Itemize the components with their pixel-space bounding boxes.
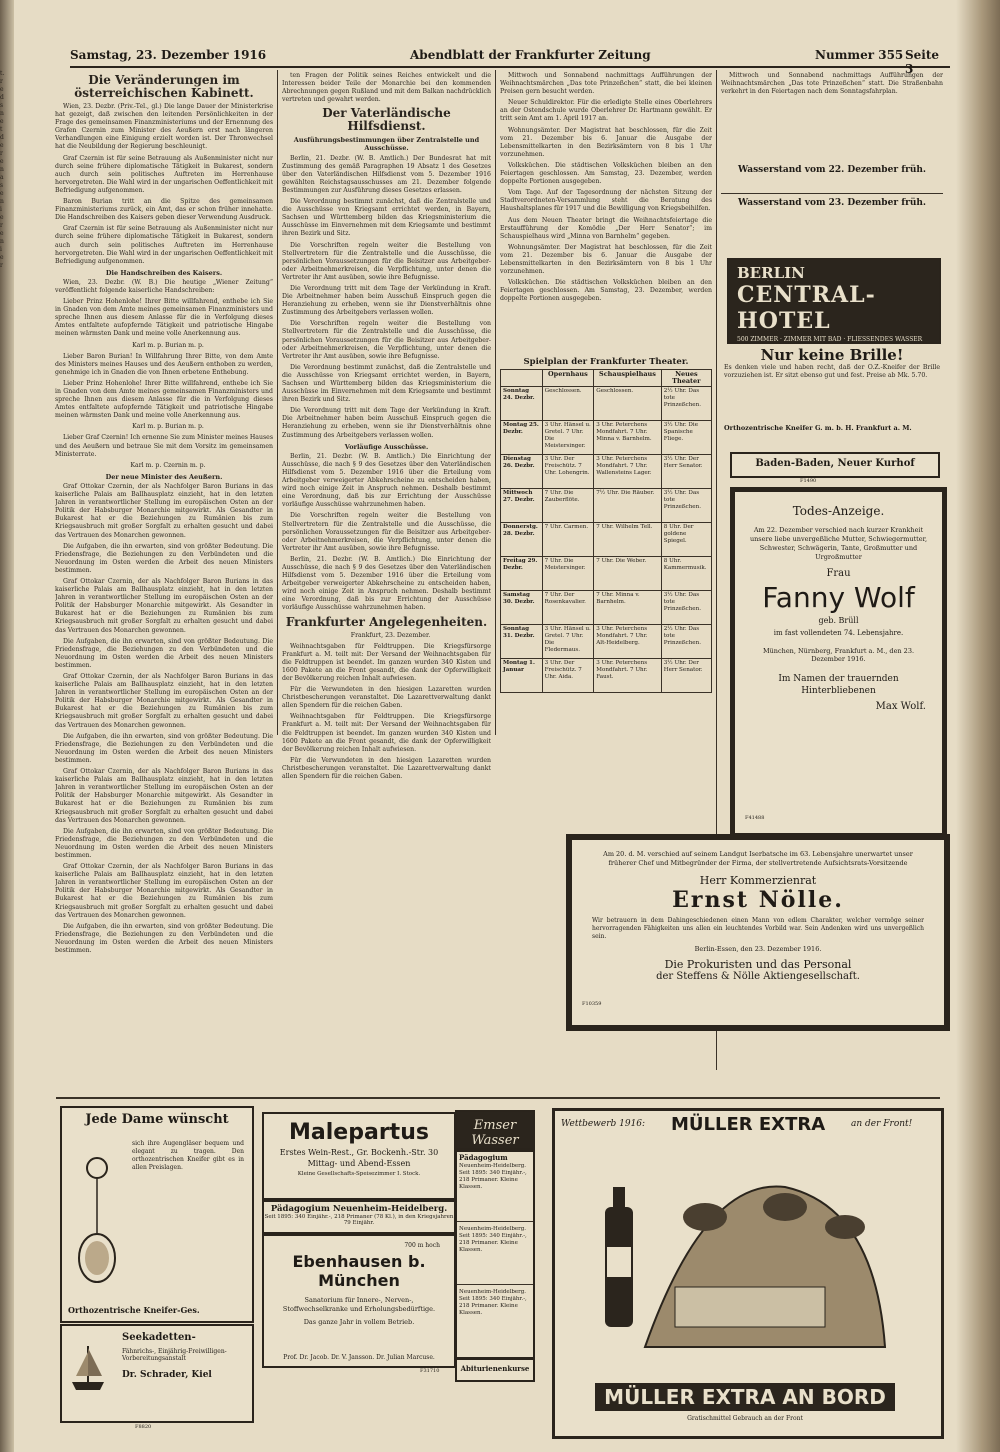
death-notice-wolf <box>730 487 947 838</box>
paragraph: Graf Ottokar Czernin, der als Nachfolger Baron Burians in das kaiserliche Palais am Ballhausplatz einzieht, hat in den letzten Jahren in verantwortlicher Stellung im europäischen Osten an der Politik der Habsburger Monarchie mitgewirkt. Als Gesandter in Bukarest hat er die Beziehungen zu Rumänien bis zum Kriegsausbruch mit großer Sorgfalt zu erhalten gesucht und dabei das Vertrauen des Monarchen gewonnen. <box>55 482 273 539</box>
theater-title: Spielplan der Frankfurter Theater. <box>523 357 689 367</box>
seekadetten-ad <box>60 1324 254 1423</box>
theater-day-cell: Samstag 30. Dezbr. <box>501 591 543 625</box>
theater-play-cell: 3 Uhr. Der Freischütz. 7 Uhr. Aida. <box>542 659 594 693</box>
see-name: Dr. Schrader, Kiel <box>122 1370 212 1380</box>
paragraph: Volksküchen. Die städtischen Volksküchen bleiben an den Feiertagen geschlossen. Am Samstag, 23. Dezember, werden doppelte Portionen ausgegeben. <box>500 279 712 303</box>
column-1 <box>55 72 273 1212</box>
theater-play-cell: 3½ Uhr. Die Spanische Fliege. <box>661 421 711 455</box>
theater-play-cell: 3 Uhr. Peterchens Mondfahrt. 7 Uhr. Wallensteins Lager. <box>594 455 662 489</box>
header-number: Nummer 355 <box>815 48 904 62</box>
divider <box>56 1097 940 1099</box>
theater-play-cell: 7½ Uhr. Die Räuber. <box>594 489 662 523</box>
paragraph: Die Verordnung bestimmt zunächst, daß die Zentralstelle und die Ausschüsse von Kriegsamt errichtet werden, in Bayern, Sachsen und Württemberg bilden das Kriegsministerium die Ausschüsse im Einvernehmen mit dem Kriegsamte und bestimmt ihren Bezirk und Sitz. <box>282 198 491 238</box>
abitur-ad <box>455 1358 535 1382</box>
theater-row <box>501 659 712 693</box>
theater-play-cell: Geschlossen. <box>542 387 594 421</box>
theater-play-cell: 7 Uhr. Der Rosenkavalier. <box>542 591 594 625</box>
theater-table <box>500 369 712 693</box>
paragraph: Für die Verwundeten in den hiesigen Lazaretten wurden Christbescherungen veranstaltet. Die Lazarettverwaltung dankt allen Spendern für die reichen Gaben. <box>282 756 491 781</box>
paragraph: Graf Ottokar Czernin, der als Nachfolger Baron Burians in das kaiserliche Palais am Ballhausplatz einzieht, hat in den letzten Jahren in verantwortlicher Stellung im europäischen Osten an der Politik der Habsburger Monarchie mitgewirkt. Als Gesandter in Bukarest hat er die Beziehungen zu Rumänien bis zum Kriegsausbruch mit großer Sorgfalt zu erhalten gesucht und dabei das Vertrauen des Monarchen gewonnen. <box>55 863 273 919</box>
divider <box>457 1284 533 1285</box>
paragraph: Für die Verwundeten in den hiesigen Lazaretten wurden Christbescherungen veranstaltet. Die Lazarettverwaltung dankt allen Spendern für die reichen Gaben. <box>282 686 491 710</box>
theater-row <box>501 591 712 625</box>
emser-ad <box>455 1110 535 1150</box>
paragraph: Berlin, 21. Dezbr. (W. B. Amtlich.) Die Einrichtung der Ausschüsse, die nach § 9 des Gesetzes über den Vaterländischen Hilfsdienst vom 5. Dezember 1916 über die Erteilung vom Arbeitgeber verweigerter Abkehrscheine zu entscheiden haben, wird noch einige Zeit in Anspruch nehmen. Deshalb bestimmt eine Verordnung, daß bis zur Errichtung der Ausschüsse vorläufige Ausschüsse wahrzunehmen haben. <box>282 452 491 509</box>
paragraph: ten Fragen der Politik seines Reiches entwickelt und die Interessen beider Teile der Monarchie bei den kommenden Abrechnungen gegen Rußland und mit dem Balkan nachdrücklich vertreten und gewahrt werden. <box>282 72 491 104</box>
paragraph: Die Aufgaben, die ihn erwarten, sind von größter Bedeutung. Die Friedensfrage, die Beziehungen zu den Verbündeten und die Neuordnung im Osten werden die Arbeit des neuen Ministers bestimmen. <box>55 732 273 764</box>
theater-play-cell: 7 Uhr. Minna v. Barnhelm. <box>594 591 662 625</box>
hotel-ad <box>727 258 941 344</box>
paragraph: Graf Czernin ist für seine Betrauung als Außenminister nicht nur durch seine frühere diplomatische Tätigkeit in Bukarest, sondern auch durch sein politisches Auftreten im Herrenhause hervorgetreten. Die Wahl wird in der ungarischen Oeffentlichkeit mit Befriedigung aufgenommen. <box>55 154 273 194</box>
ad-code: F41488 <box>745 815 765 821</box>
theater-play-cell: 8 Uhr. Der goldene Spiegel. <box>661 523 711 557</box>
column-rule <box>277 70 278 735</box>
dame-ad <box>60 1106 254 1323</box>
paed-title: Pädagogium Neuenheim-Heidelberg. <box>270 1204 448 1214</box>
paragraph: Vom Tage. Auf der Tagesordnung der nächsten Sitzung der Stadtverordneten-Versammlung steht die Beratung des Haushaltsplanes für 1917 und die Bewilligung von Kriegsbeihilfen. <box>500 189 712 213</box>
notice-behalf: Im Namen der trauernden Hinterbliebenen <box>778 674 899 696</box>
paragraph: Wien, 23. Dezbr. (Priv.-Tel., gl.) Die lange Dauer der Ministerkrise hat gezeigt, daß zwischen den leitenden Persönlichkeiten in der Frage des gemeinsamen Finanzministeriums und der Ernennung des Grafen Czernin zum Minister des Aeußern erst nach längeren Verhandlungen eine Einigung erzielt worden ist. Der Thronwechsel hat die Neubildung der Regierung beschleunigt. <box>55 103 273 151</box>
dame-text: sich ihre Augengläser bequem und elegant zu tragen. Den orthozentrischen Kneifer gibt es in allen Preislagen. <box>132 1140 244 1171</box>
paragraph: Lieber Graf Czernin! Ich ernenne Sie zum Minister meines Hauses und des Aeußern und betraue Sie mit dem Vorsitz im gemeinsamen Ministerrate. <box>55 434 273 458</box>
theater-header-cell: Schauspielhaus <box>594 370 662 387</box>
malepartus-sub3: Kleine Gesellschafts-Speisezimmer I. Stock. <box>297 1171 421 1177</box>
see-title: Seekadetten- <box>122 1332 196 1343</box>
noelle-name: Ernst Nölle. <box>672 887 844 913</box>
notice-title: Todes-Anzeige. <box>792 504 885 518</box>
brille-ad <box>724 346 940 444</box>
theater-play-cell: 7 Uhr. Carmen. <box>542 523 594 557</box>
ad-code: F31710 <box>420 1368 440 1374</box>
paragraph: Wohnungsämter. Der Magistrat hat beschlossen, für die Zeit vom 21. Dezember bis 6. Januar die Ausgabe der Lebensmittelkarten in den Bezirksämtern von 8 bis 1 Uhr vorzunehmen. <box>500 243 712 276</box>
hotel-name: CENTRAL-HOTEL <box>737 282 876 334</box>
theater-play-cell: 7 Uhr. Die Zauberflöte. <box>542 489 594 523</box>
paragraph: Die Aufgaben, die ihn erwarten, sind von größter Bedeutung. Die Friedensfrage, die Beziehungen zu den Verbündeten und die Neuordnung im Osten werden die Arbeit des neuen Ministers bestimmen. <box>55 922 273 954</box>
theater-header-cell: Opernhaus <box>542 370 594 387</box>
column-rule <box>495 70 496 735</box>
notice-text: Am 22. Dezember verschied nach kurzer Krankheit unsere liebe unvergeßliche Mutter, Schwiegermutter, Schwester, Schwägerin, Tante, Großmutter und Urgroßmutter <box>749 526 928 561</box>
theater-schedule <box>500 354 712 774</box>
paragraph: Neuer Schuldirektor. Für die erledigte Stelle eines Oberlehrers an der Ostendschule wurde Oberlehrer Dr. Hartmann gewählt. Er tritt sein Amt am 1. April 1917 an. <box>500 99 712 123</box>
mueller-bottom: MÜLLER EXTRA AN BORD <box>595 1383 895 1411</box>
notice-frau: Frau <box>826 568 851 579</box>
noelle-intro: Am 20. d. M. verschied auf seinem Landgut Iserbatsche im 63. Lebensjahre unerwartet unser früherer Chef und Mitbegründer der Firma, der stellvertretende Aufsichtsrats-Vorsitzende <box>603 850 913 867</box>
paragraph: Berlin, 21. Dezbr. (W. B. Amtlich.) Die Einrichtung der Ausschüsse, die nach § 9 des Gesetzes über den Vaterländischen Hilfsdienst vom 5. Dezember 1916 über die Erteilung vom Arbeitgeber verweigerter Abkehrscheine zu entscheiden haben, wird noch einige Zeit in Anspruch nehmen. Deshalb bestimmt eine Verordnung, daß bis zur Errichtung der Ausschüsse vorläufige Ausschüsse wahrzunehmen haben. <box>282 555 491 612</box>
theater-day-cell: Mittwoch 27. Dezbr. <box>501 489 543 523</box>
death-notice-noelle <box>566 834 950 1031</box>
theater-row <box>501 489 712 523</box>
paragraph: Mittwoch und Sonnabend nachmittags Aufführungen der Weihnachtsmärchen „Das tote Prinzeßchen“ statt, die bei kleinen Preisen gern besucht werden. <box>500 72 712 96</box>
paragraph: Graf Czernin ist für seine Betrauung als Außenminister nicht nur durch seine frühere diplomatische Tätigkeit in Bukarest, sondern auch durch sein politisches Auftreten im Herrenhause hervorgetreten. Die Wahl wird in der ungarischen Oeffentlichkeit mit Befriedigung aufgenommen. <box>55 225 273 265</box>
eben-text: Sanatorium für Innere-, Nerven-, Stoffwechselkranke und Erholungsbedürftige. <box>282 1296 436 1313</box>
notice-name: Fanny Wolf <box>762 581 915 614</box>
soldiers-illustration-icon <box>585 1147 915 1377</box>
paragraph: Graf Ottokar Czernin, der als Nachfolger Baron Burians in das kaiserliche Palais am Ballhausplatz einzieht, hat in den letzten Jahren in verantwortlicher Stellung im europäischen Osten an der Politik der Habsburger Monarchie mitgewirkt. Als Gesandter in Bukarest hat er die Beziehungen zu Rumänien bis zum Kriegsausbruch mit großer Sorgfalt zu erhalten gesucht und dabei das Vertrauen des Monarchen gewonnen. <box>55 673 273 729</box>
theater-header-cell <box>501 370 543 387</box>
paragraph: Die Vorschriften regeln weiter die Bestellung von Stellvertretern für die Zentralstelle und die Ausschüsse, die persönlichen Voraussetzungen für die Beisitzer aus Arbeitgeber- oder Arbeitnehmerkreisen, die Verpflichtung, unter denen die Vertreter ihr Amt ausüben, sowie ihre Befugnisse. <box>282 241 491 281</box>
theater-day-cell: Donnerstg. 28. Dezbr. <box>501 523 543 557</box>
paragraph: Die Verordnung tritt mit dem Tage der Verkündung in Kraft. Die Arbeitnehmer haben beim Ausschuß Einspruch gegen die Heranziehung zu erheben, wenn sie ihr Dienstverhältnis ohne Zustimmung des Arbeitgebers verlassen wollen. <box>282 284 491 317</box>
theater-row <box>501 421 712 455</box>
theater-play-cell: 7 Uhr. Wilhelm Tell. <box>594 523 662 557</box>
brille-text: Es denken viele und haben recht, daß der O.Z.-Kneifer der Brille vorzuziehen ist. Er sitzt ebenso gut und fest. Preise ab Mk. 5.70. <box>724 364 940 380</box>
column-2 <box>282 72 491 1092</box>
header-page: Seite 3 <box>905 48 940 76</box>
theater-row <box>501 455 712 489</box>
paragraph: Die Verordnung bestimmt zunächst, daß die Zentralstelle und die Ausschüsse von Kriegsamt errichtet werden, in Bayern, Sachsen und Württemberg bilden das Kriegsministerium die Ausschüsse im Einvernehmen mit dem Kriegsamte und bestimmt ihren Bezirk und Sitz. <box>282 363 491 404</box>
article-title: Der Vaterländische Hilfsdienst. <box>322 106 451 134</box>
noelle-sig1: Die Prokuristen und das Personal <box>664 958 852 971</box>
p2-text: Neuenheim-Heidelberg. Seit 1895: 340 Einjähr.-, 218 Primaner. Kleine Klassen. <box>459 1289 527 1316</box>
article-title: Die Veränderungen im österreichischen Kabinett. <box>74 73 254 100</box>
ad-code: F8820 <box>135 1424 152 1430</box>
dateline: Frankfurt, 23. Dezember. <box>350 631 431 639</box>
malepartus-ad <box>262 1112 456 1200</box>
theater-row <box>501 557 712 591</box>
subheading: Vorläufige Ausschüsse. <box>344 442 429 451</box>
paragraph: Graf Ottokar Czernin, der als Nachfolger Baron Burians in das kaiserliche Palais am Ballhausplatz einzieht, hat in den letzten Jahren in verantwortlicher Stellung im europäischen Osten an der Politik der Habsburger Monarchie mitgewirkt. Als Gesandter in Bukarest hat er die Beziehungen zu Rumänien bis zum Kriegsausbruch mit großer Sorgfalt zu erhalten gesucht und dabei das Vertrauen des Monarchen gewonnen. <box>55 768 273 824</box>
dame-title: Jede Dame wünscht <box>85 1112 229 1127</box>
signature: Karl m. p. Burian m. p. <box>132 341 204 349</box>
mueller-front: an der Front! <box>851 1119 913 1129</box>
p2-title: Pädagogium <box>459 1153 508 1162</box>
mueller-extra-ad <box>552 1108 944 1439</box>
notice-signature: Max Wolf. <box>875 701 926 712</box>
signature: Karl m. p. Burian m. p. <box>132 423 204 431</box>
notice-birthname: geb. Brüll <box>818 616 859 625</box>
theater-play-cell: 3½ Uhr. Der Herr Senator. <box>661 455 711 489</box>
paragraph: Die Verordnung tritt mit dem Tage der Verkündung in Kraft. Die Arbeitnehmer haben beim Ausschuß Einspruch gegen die Heranziehung zu erheben, wenn sie ihr Dienstverhältnis ohne Zustimmung des Arbeitgebers verlassen wollen. <box>282 407 491 439</box>
eyeglasses-icon <box>72 1138 122 1288</box>
p2-text: Neuenheim-Heidelberg. Seit 1895: 340 Einjähr.-, 218 Primaner. Kleine Klassen. <box>459 1163 527 1190</box>
theater-play-cell: 3 Uhr. Hänsel u. Gretel. 7 Uhr. Die Meistersinger. <box>542 421 594 455</box>
column-4 <box>721 72 943 162</box>
paragraph: Die Aufgaben, die ihn erwarten, sind von größter Bedeutung. Die Friedensfrage, die Beziehungen zu den Verbündeten und die Neuordnung im Osten werden die Arbeit des neuen Ministers bestimmen. <box>55 542 273 574</box>
paragraph: Weihnachtsgaben für Feldtruppen. Die Kriegsfürsorge Frankfurt a. M. teilt mit: Der Versand der Weihnachtsgaben für die Feldtruppen ist beendet. Im ganzen wurden 340 Kisten und 1600 Pakete an die Front gesandt, die dank der Opferwilligkeit der Bevölkerung reichen Inhalt aufwiesen. <box>282 713 491 753</box>
malepartus-sub: Erstes Wein-Rest., Gr. Bockenh.-Str. 30 <box>279 1148 439 1157</box>
eben-title: Ebenhausen b. München <box>292 1252 426 1290</box>
mueller-name: MÜLLER EXTRA <box>671 1114 826 1135</box>
subheading: Der neue Minister des Aeußern. <box>105 472 223 481</box>
ebenhausen-ad <box>262 1234 456 1368</box>
paragraph: Die Aufgaben, die ihn erwarten, sind von größter Bedeutung. Die Friedensfrage, die Beziehungen zu den Verbündeten und die Neuordnung im Osten werden die Arbeit des neuen Ministers bestimmen. <box>55 637 273 669</box>
notice-age: im fast vollendeten 74. Lebensjahre. <box>773 629 904 637</box>
theater-play-cell: 2½ Uhr. Das tote Prinzeßchen. <box>661 625 711 659</box>
theater-day-cell: Montag 1. Januar <box>501 659 543 693</box>
theater-play-cell: 3 Uhr. Peterchens Mondfahrt. 7 Uhr. Alt-Heidelberg. <box>594 625 662 659</box>
cut-off-column: t. r e d s n e t d e r e n a s e n i e r e n i e r <box>0 70 5 269</box>
page-header <box>70 46 950 76</box>
theater-play-cell: 3½ Uhr. Das tote Prinzeßchen. <box>661 489 711 523</box>
theater-play-cell: Geschlossen. <box>594 387 662 421</box>
dame-firm: Orthozentrische Kneifer-Ges. <box>68 1305 200 1315</box>
paragraph: Aus dem Neuen Theater bringt die Weihnachtsfeiertage die Erstaufführung der Komödie „Der Herr Senator“; im Schauspielhaus wird „Minna von Barnhelm“ gegeben. <box>500 216 712 240</box>
small-ads <box>455 1150 535 1359</box>
theater-play-cell: 3 Uhr. Der Freischütz. 7 Uhr. Lohengrin. <box>542 455 594 489</box>
baden-text: Baden-Baden, Neuer Kurhof <box>755 458 915 469</box>
paragraph: Weihnachtsgaben für Feldtruppen. Die Kriegsfürsorge Frankfurt a. M. teilt mit: Der Versand der Weihnachtsgaben für die Feldtruppen ist beendet. Im ganzen wurden 340 Kisten und 1600 Pakete an die Front gesandt, die dank der Opferwilligkeit der Bevölkerung reichen Inhalt aufwiesen. <box>282 642 491 682</box>
paragraph: Mittwoch und Sonnabend nachmittags Aufführungen der Weihnachtsmärchen „Das tote Prinzeßchen“ statt. Die Straßenbahn verkehrt in den Feiertagen nach dem Sonntagsfahrplan. <box>721 72 943 96</box>
theater-header-cell: Neues Theater <box>661 370 711 387</box>
eben-sub: Das ganze Jahr in vollem Betrieb. <box>303 1318 415 1326</box>
header-masthead: Abendblatt der Frankfurter Zeitung <box>410 48 651 62</box>
paragraph: Volksküchen. Die städtischen Volksküchen bleiben an den Feiertagen geschlossen. Am Samstag, 23. Dezember, werden doppelte Portionen ausgegeben. <box>500 161 712 186</box>
theater-row <box>501 387 712 421</box>
malepartus-sub2: Mittag- und Abend-Essen <box>307 1159 411 1168</box>
signature: Karl m. p. Czernin m. p. <box>130 461 206 469</box>
theater-play-cell: 3 Uhr. Peterchens Mondfahrt. 7 Uhr. Faust. <box>594 659 662 693</box>
hotel-detail: 500 ZIMMER · ZIMMER MIT BAD · FLIESSENDES WASSER <box>737 336 923 343</box>
paragraph: Lieber Prinz Hohenlohe! Ihrer Bitte willfahrend, enthebe ich Sie in Gnaden von dem Amte meines gemeinsamen Finanzministers und spreche Ihnen aus diesem Anlasse für die in Verfolgung dieses Amtes entfaltete aufopfernde Tätigkeit und patriotische Hingabe meinen wärmsten Dank und meine volle Anerkennung aus. <box>55 298 273 338</box>
eben-docs: Prof. Dr. Jacob. Dr. V. Jansson. Dr. Julian Marcuse. <box>283 1354 435 1361</box>
noelle-sig2: der Steffens & Nölle Aktiengesellschaft. <box>656 971 860 982</box>
paragraph: Lieber Prinz Hohenlohe! Ihrer Bitte willfahrend, enthebe ich Sie in Gnaden von dem Amte meines gemeinsamen Finanzministers und spreche Ihnen aus diesem Anlasse für die in Verfolgung dieses Amtes entfaltete aufopfernde Tätigkeit und patriotische Hingabe meinen wärmsten Dank und meine volle Anerkennung aus. <box>55 379 273 420</box>
theater-play-cell: 8 Uhr. Kammermusik. <box>661 557 711 591</box>
ad-code: F10359 <box>582 1001 602 1007</box>
water-level <box>721 165 943 255</box>
paragraph: Wien, 23. Dezbr. (W. B.) Die heutige „Wiener Zeitung“ veröffentlicht folgende kaiserliche Handschreiben: <box>55 278 273 294</box>
theater-play-cell: 2½ Uhr. Das tote Prinzeßchen. <box>661 387 711 421</box>
paragraph: Berlin, 21. Dezbr. (W. B. Amtlich.) Der Bundesrat hat mit Zustimmung des gemäß Paragraphen 19 Absatz 1 des Gesetzes über den Vaterländischen Hilfsdienst vom 5. Dezember 1916 gewählten Reichstagsausschusses am 21. Dezember folgende Bestimmungen zur Ausführung dieses Gesetzes erlassen. <box>282 154 491 194</box>
p2-text: Neuenheim-Heidelberg. Seit 1895: 340 Einjähr.-, 218 Primaner. Kleine Klassen. <box>459 1226 527 1253</box>
theater-play-cell: 7 Uhr. Die Meistersinger. <box>542 557 594 591</box>
brille-title: Nur keine Brille! <box>760 346 904 364</box>
mueller-comp: Wettbewerb 1916: <box>561 1119 646 1129</box>
theater-play-cell: 3½ Uhr. Der Herr Senator. <box>661 659 711 693</box>
ad-code: F1490 <box>800 478 817 484</box>
malepartus-title: Malepartus <box>289 1120 429 1145</box>
theater-day-cell: Freitag 29. Dezbr. <box>501 557 543 591</box>
emser-text: Emser Wasser <box>471 1118 519 1148</box>
paragraph: Graf Ottokar Czernin, der als Nachfolger Baron Burians in das kaiserliche Palais am Ballhausplatz einzieht, hat in den letzten Jahren in verantwortlicher Stellung im europäischen Osten an der Politik der Habsburger Monarchie mitgewirkt. Als Gesandter in Bukarest hat er die Beziehungen zu Rumänien bis zum Kriegsausbruch mit großer Sorgfalt zu erhalten gesucht und dabei das Vertrauen des Monarchen gewonnen. <box>55 577 273 634</box>
noelle-date: Berlin-Essen, den 23. Dezember 1916. <box>694 945 822 953</box>
divider <box>457 1221 533 1222</box>
theater-play-cell: 7 Uhr. Die Weber. <box>594 557 662 591</box>
noelle-text: Wir betrauern in dem Dahingeschiedenen einen Mann von edlem Charakter, welcher vermöge seiner hervorragenden Fähigkeiten uns allen ein leuchtendes Vorbild war. Sein Andenken wird uns unvergeßlich sein. <box>592 917 924 940</box>
theater-play-cell: 3 Uhr. Hänsel u. Gretel. 7 Uhr. Die Fledermaus. <box>542 625 594 659</box>
divider <box>721 193 943 194</box>
theater-row <box>501 523 712 557</box>
paed-text: Seit 1895: 340 Einjähr.-, 218 Primaner (78 Kl.), in den Kriegsjahren 79 Einjähr. <box>264 1214 454 1226</box>
see-text: Fähnrichs-, Einjährig-Freiwilligen-Vorbereitungsanstalt <box>122 1348 227 1362</box>
noelle-title: Herr Kommerzienrat <box>699 874 817 887</box>
subheading: Die Handschreiben des Kaisers. <box>105 268 223 277</box>
theater-day-cell: Sonntag 24. Dezbr. <box>501 387 543 421</box>
water-title: Wasserstand vom 22. Dezember früh. <box>737 165 927 175</box>
eben-alt: 700 m hoch <box>404 1242 440 1249</box>
paragraph: Baron Burian tritt an die Spitze des gemeinsamen Finanzministeriums zurück, ein Amt, das er schon früher innehatte. Die Handschreiben des Kaisers geben dieser Verwendung Ausdruck. <box>55 198 273 222</box>
brille-firm: Orthozentrische Kneifer G. m. b. H. Frankfurt a. M. <box>724 424 912 432</box>
header-date: Samstag, 23. Dezember 1916 <box>70 48 267 62</box>
water-title: Wasserstand vom 23. Dezember früh. <box>737 198 927 208</box>
baden-ad <box>730 452 940 478</box>
theater-day-cell: Montag 25. Dezbr. <box>501 421 543 455</box>
paedagogium-ad <box>262 1200 456 1234</box>
theater-play-cell: 3½ Uhr. Das tote Prinzeßchen. <box>661 591 711 625</box>
mueller-firm: Gratischmittel Gebrauch an der Front <box>687 1415 803 1422</box>
page-edge <box>956 0 1000 1452</box>
theater-play-cell: 3 Uhr. Peterchens Mondfahrt. 7 Uhr. Minna v. Barnhelm. <box>594 421 662 455</box>
paragraph: Die Aufgaben, die ihn erwarten, sind von größter Bedeutung. Die Friedensfrage, die Beziehungen zu den Verbündeten und die Neuordnung im Osten werden die Arbeit des neuen Ministers bestimmen. <box>55 827 273 859</box>
theater-day-cell: Dienstag 26. Dezbr. <box>501 455 543 489</box>
theater-day-cell: Sonntag 31. Dezbr. <box>501 625 543 659</box>
paragraph: Lieber Baron Burian! In Willfahrung Ihrer Bitte, von dem Amte des Ministers meines Hauses und des Aeußern enthoben zu werden, genehmige ich in Gnaden die von Ihnen erbetene Enthebung. <box>55 352 273 376</box>
theater-row <box>501 625 712 659</box>
notice-place: München, Nürnberg, Frankfurt a. M., den 23. Dezember 1916. <box>762 647 915 663</box>
paragraph: Die Vorschriften regeln weiter die Bestellung von Stellvertretern für die Zentralstelle und die Ausschüsse, die persönlichen Voraussetzungen für die Beisitzer aus Arbeitgeber- oder Arbeitnehmerkreisen, die Verpflichtung, unter denen die Vertreter ihr Amt ausüben, sowie ihre Befugnisse. <box>282 512 491 552</box>
ship-icon <box>68 1340 108 1395</box>
column-3 <box>500 72 712 350</box>
paragraph: Die Vorschriften regeln weiter die Bestellung von Stellvertretern für die Zentralstelle und die Ausschüsse, die persönlichen Voraussetzungen für die Beisitzer aus Arbeitgeber- oder Arbeitnehmerkreisen, die Verpflichtung, unter denen die Vertreter ihr Amt ausüben, sowie ihre Befugnisse. <box>282 320 491 360</box>
hotel-city: BERLIN <box>737 264 805 282</box>
article-title: Frankfurter Angelegenheiten. <box>285 614 488 629</box>
paragraph: Wohnungsämter. Der Magistrat hat beschlossen, für die Zeit vom 21. Dezember bis 6. Januar die Ausgabe der Lebensmittelkarten in den Bezirksämtern von 8 bis 1 Uhr vorzunehmen. <box>500 126 712 158</box>
subheading: Ausführungsbestimmungen über Zentralstelle und Ausschüsse. <box>293 136 480 153</box>
abitur-text: Abiturienenkurse <box>460 1364 530 1373</box>
